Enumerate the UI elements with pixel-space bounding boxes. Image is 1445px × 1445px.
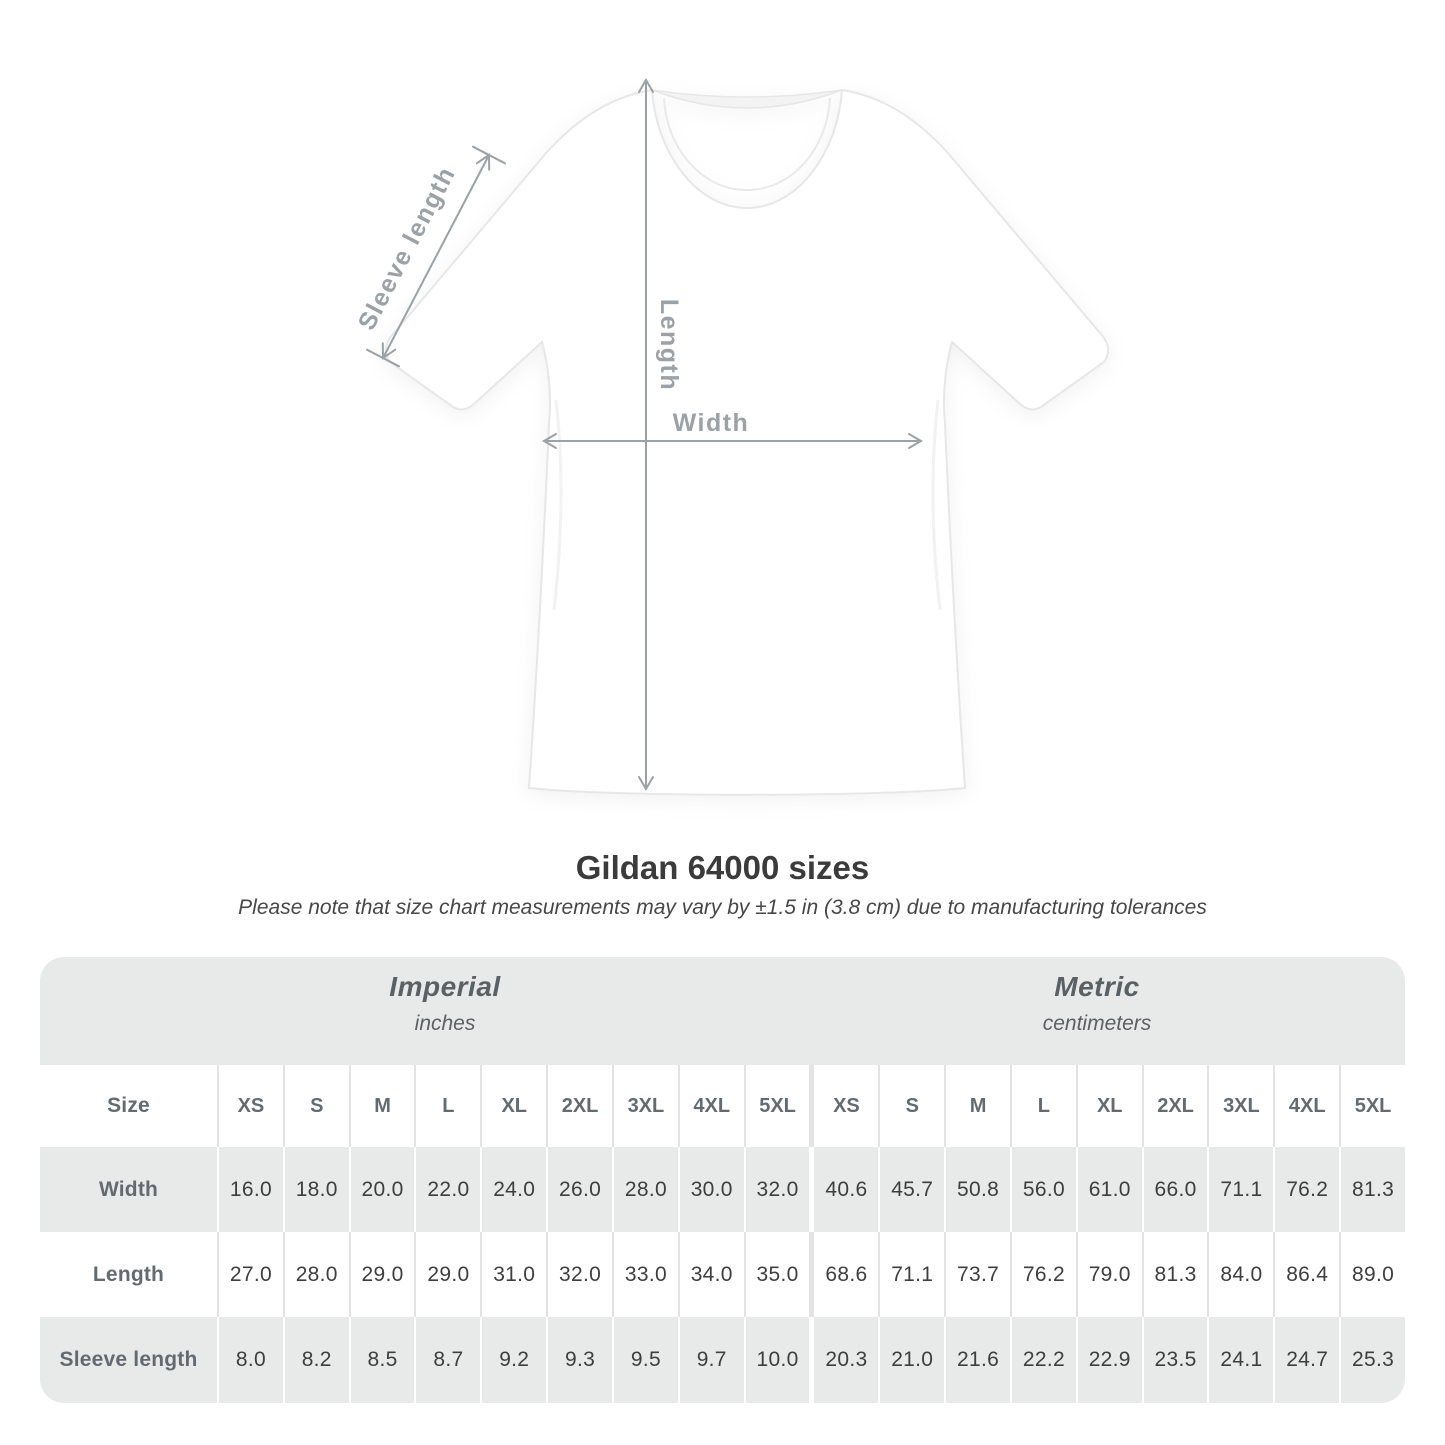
table-cell: 45.7 bbox=[880, 1147, 944, 1232]
table-cell: 32.0 bbox=[746, 1147, 810, 1232]
table-row-width bbox=[40, 1147, 1405, 1232]
table-cell: 79.0 bbox=[1078, 1232, 1142, 1317]
size-table bbox=[40, 957, 1405, 1403]
table-cell: 20.0 bbox=[351, 1147, 415, 1232]
metric-header bbox=[1043, 971, 1152, 1036]
table-cell: 56.0 bbox=[1012, 1147, 1076, 1232]
table-cell: 28.0 bbox=[285, 1232, 349, 1317]
imperial-title: Imperial bbox=[389, 971, 501, 1002]
size-header: S bbox=[880, 1065, 944, 1147]
table-cell: 8.2 bbox=[285, 1317, 349, 1403]
table-row-sleeve-length bbox=[40, 1317, 1405, 1403]
table-cell: 24.7 bbox=[1275, 1317, 1339, 1403]
table-cell: 81.3 bbox=[1341, 1147, 1405, 1232]
length-label: Length bbox=[655, 298, 683, 392]
table-cell: 29.0 bbox=[351, 1232, 415, 1317]
table-cell: 8.5 bbox=[351, 1317, 415, 1403]
table-cell: 66.0 bbox=[1144, 1147, 1208, 1232]
size-header: XL bbox=[1078, 1065, 1142, 1147]
table-cell: 22.9 bbox=[1078, 1317, 1142, 1403]
size-header: 2XL bbox=[1144, 1065, 1208, 1147]
imperial-header bbox=[389, 971, 500, 1036]
size-header-row bbox=[40, 1065, 1405, 1147]
table-cell: 68.6 bbox=[814, 1232, 878, 1317]
table-cell: 76.2 bbox=[1012, 1232, 1076, 1317]
table-cell: 29.0 bbox=[416, 1232, 480, 1317]
tshirt-illustration bbox=[386, 90, 1108, 795]
size-header: 3XL bbox=[614, 1065, 678, 1147]
metric-subtitle: centimeters bbox=[1042, 1012, 1152, 1035]
table-cell: 81.3 bbox=[1144, 1232, 1208, 1317]
size-header: XS bbox=[814, 1065, 878, 1147]
collar-seam bbox=[664, 98, 830, 190]
table-cell: 21.6 bbox=[946, 1317, 1010, 1403]
table-cell: 22.0 bbox=[416, 1147, 480, 1232]
table-cell: 8.7 bbox=[416, 1317, 480, 1403]
size-header: 4XL bbox=[1275, 1065, 1339, 1147]
table-cell: 22.2 bbox=[1012, 1317, 1076, 1403]
table-cell: 28.0 bbox=[614, 1147, 678, 1232]
row-label: Sleeve length bbox=[40, 1317, 217, 1403]
size-header: M bbox=[946, 1065, 1010, 1147]
size-header: 2XL bbox=[548, 1065, 612, 1147]
table-cell: 9.7 bbox=[680, 1317, 744, 1403]
table-cell: 31.0 bbox=[482, 1232, 546, 1317]
tolerance-note: Please note that size chart measurements may vary by ±1.5 in (3.8 cm) due to manufacturing tolerances bbox=[238, 896, 1207, 919]
table-cell: 27.0 bbox=[219, 1232, 283, 1317]
sleeve-length-label: Sleeve length bbox=[352, 161, 462, 335]
table-cell: 30.0 bbox=[680, 1147, 744, 1232]
size-header: M bbox=[351, 1065, 415, 1147]
size-header: XS bbox=[219, 1065, 283, 1147]
size-column-label: Size bbox=[40, 1065, 217, 1147]
table-cell: 8.0 bbox=[219, 1317, 283, 1403]
table-cell: 16.0 bbox=[219, 1147, 283, 1232]
table-cell: 24.1 bbox=[1209, 1317, 1273, 1403]
table-cell: 71.1 bbox=[1209, 1147, 1273, 1232]
table-cell: 9.3 bbox=[548, 1317, 612, 1403]
collar-back bbox=[652, 90, 842, 108]
table-cell: 9.5 bbox=[614, 1317, 678, 1403]
size-header: XL bbox=[482, 1065, 546, 1147]
width-label: Width bbox=[672, 409, 750, 437]
size-header: 3XL bbox=[1209, 1065, 1273, 1147]
unit-divider bbox=[811, 1317, 812, 1403]
metric-title: Metric bbox=[1054, 971, 1140, 1002]
size-header: L bbox=[416, 1065, 480, 1147]
table-cell: 21.0 bbox=[880, 1317, 944, 1403]
size-header: L bbox=[1012, 1065, 1076, 1147]
table-cell: 50.8 bbox=[946, 1147, 1010, 1232]
size-header: 4XL bbox=[680, 1065, 744, 1147]
size-header: 5XL bbox=[746, 1065, 810, 1147]
table-cell: 34.0 bbox=[680, 1232, 744, 1317]
imperial-subtitle: inches bbox=[414, 1012, 476, 1035]
size-header: 5XL bbox=[1341, 1065, 1405, 1147]
table-cell: 9.2 bbox=[482, 1317, 546, 1403]
unit-divider bbox=[811, 1232, 812, 1317]
table-cell: 86.4 bbox=[1275, 1232, 1339, 1317]
row-label: Length bbox=[40, 1232, 217, 1317]
table-cell: 33.0 bbox=[614, 1232, 678, 1317]
table-cell: 61.0 bbox=[1078, 1147, 1142, 1232]
table-cell: 26.0 bbox=[548, 1147, 612, 1232]
table-cell: 71.1 bbox=[880, 1232, 944, 1317]
table-cell: 18.0 bbox=[285, 1147, 349, 1232]
table-cell: 25.3 bbox=[1341, 1317, 1405, 1403]
table-cell: 76.2 bbox=[1275, 1147, 1339, 1232]
unit-band bbox=[40, 957, 1405, 1065]
size-header: S bbox=[285, 1065, 349, 1147]
table-cell: 40.6 bbox=[814, 1147, 878, 1232]
table-cell: 73.7 bbox=[946, 1232, 1010, 1317]
table-cell: 10.0 bbox=[746, 1317, 810, 1403]
table-cell: 89.0 bbox=[1341, 1232, 1405, 1317]
table-cell: 24.0 bbox=[482, 1147, 546, 1232]
page-title: Gildan 64000 sizes bbox=[575, 849, 870, 886]
unit-divider bbox=[811, 1147, 812, 1232]
unit-divider bbox=[811, 1065, 812, 1147]
table-cell: 84.0 bbox=[1209, 1232, 1273, 1317]
row-label: Width bbox=[40, 1147, 217, 1232]
table-cell: 20.3 bbox=[814, 1317, 878, 1403]
table-cell: 35.0 bbox=[746, 1232, 810, 1317]
table-cell: 32.0 bbox=[548, 1232, 612, 1317]
table-row-length bbox=[40, 1232, 1405, 1317]
table-cell: 23.5 bbox=[1144, 1317, 1208, 1403]
